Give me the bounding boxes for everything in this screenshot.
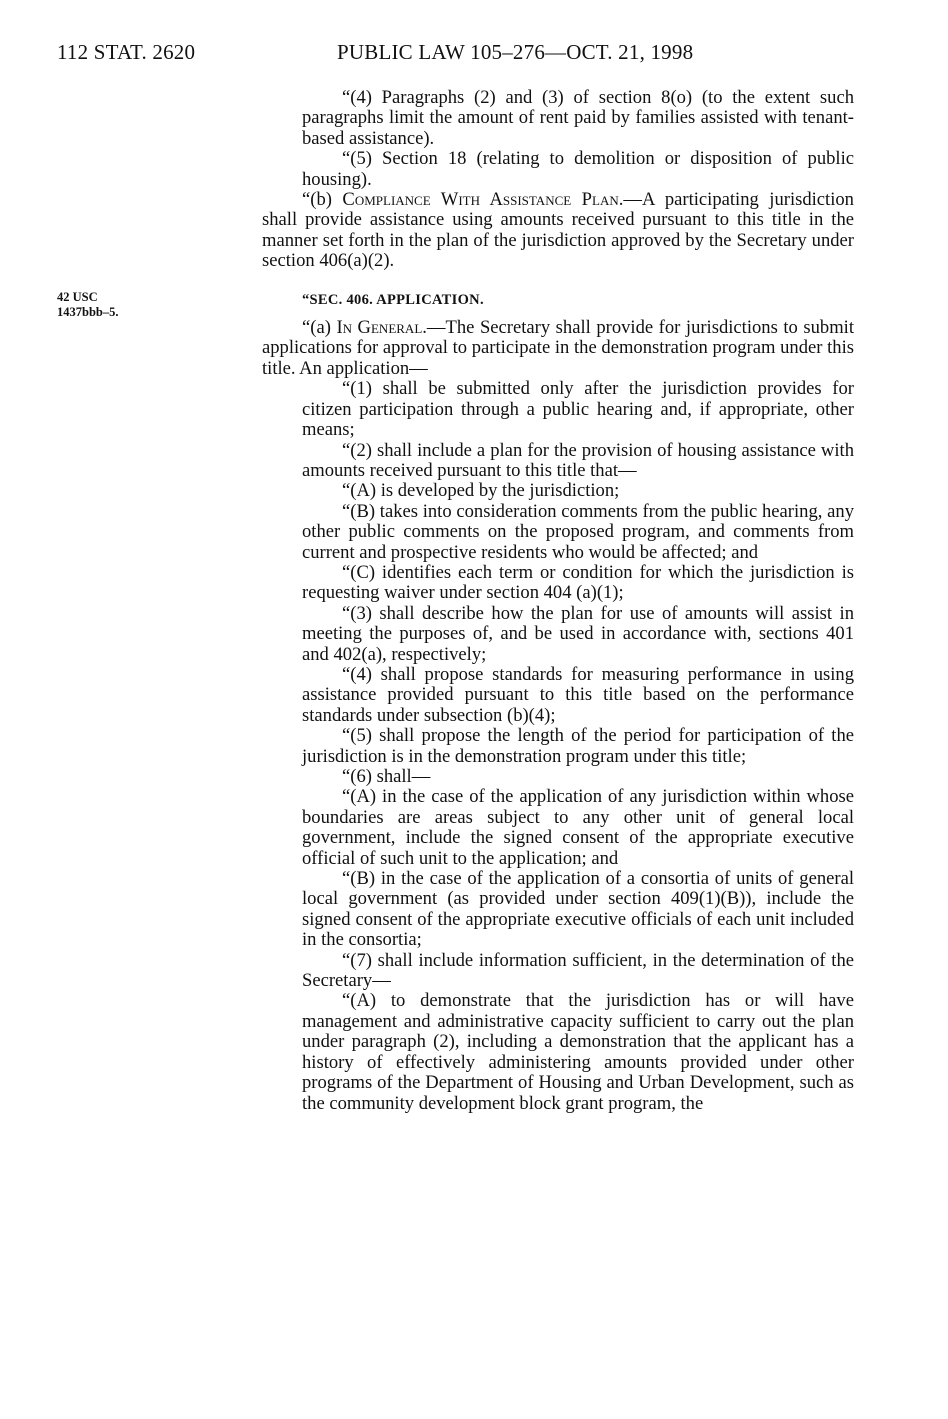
paragraph-a6A: “(A) in the case of the application of any jurisdiction within whose boundaries are areas subject to any other unit of general local government, include the signed consent of the appropriate executive official of such unit to the application; and <box>302 786 854 869</box>
paragraph-a7: “(7) shall include information sufficient, in the determination of the Secretary— <box>302 949 854 992</box>
paragraph-a3: “(3) shall describe how the plan for use of amounts will assist in meeting the purposes of, and be used in accordance with, sections 401 and 402(a), respectively; <box>302 602 854 665</box>
subsection-a-text: —The Secretary shall provide for jurisdictions to submit applications for approval to participate in the demonstration program under this title. An application— <box>262 317 854 379</box>
paragraph-a2B: “(B) takes into consideration comments from the public hearing, any other public comments on the proposed program, and comments from current and prospective residents who would be affected; and <box>302 500 854 563</box>
subsection-b <box>262 190 854 272</box>
paragraph-a1: “(1) shall be submitted only after the jurisdiction provides for citizen participation through a public hearing and, if appropriate, other means; <box>302 378 854 441</box>
paragraph-a2: “(2) shall include a plan for the provision of housing assistance with amounts received pursuant to this title that— <box>302 439 854 481</box>
subsection-b-text: —A participating jurisdiction shall provide assistance using amounts received pursuant to this title in the manner set forth in the plan of the jurisdiction approved by the Secretary under section 406(a)(2). <box>262 189 854 272</box>
paragraph-a2C: “(C) identifies each term or condition for which the jurisdiction is requesting waiver under section 404 (a)(1); <box>302 561 854 604</box>
subsection-a-prefix: “(a) <box>302 317 337 339</box>
usc-citation-note <box>57 290 118 320</box>
subsection-b-heading: Compliance With Assistance Plan. <box>342 189 624 211</box>
subsection-a <box>262 318 854 379</box>
paragraph-a2A <box>302 481 854 501</box>
paragraph-a7A: “(A) to demonstrate that the jurisdiction has or will have management and administrative capacity sufficient to carry out the plan under paragraph (2), including a demonstration that the applicant has a history of effectively administering amounts provided under other programs of the Department of Housing and Urban Development, such as the community development block grant program, the <box>302 990 854 1114</box>
law-title: PUBLIC LAW 105–276—OCT. 21, 1998 <box>337 40 694 64</box>
usc-citation-line2: 1437bbb–5. <box>57 305 119 319</box>
paragraph-a2A-text: “(A) is developed by the jurisdiction; <box>342 480 620 502</box>
paragraph-a6B: “(B) in the case of the application of a consortia of units of general local government (as provided under section 409(1)(B)), include the signed consent of the appropriate executive officials of each unit included in the consortia; <box>302 868 854 951</box>
paragraph-a5: “(5) shall propose the length of the period for participation of the jurisdiction is in the demonstration program under this title; <box>302 725 854 767</box>
document-body <box>262 88 854 1114</box>
paragraph-a6: “(6) shall— <box>342 766 431 787</box>
subsection-a-heading: In General. <box>336 317 427 339</box>
usc-citation-line1: 42 USC <box>57 290 98 304</box>
page-reference: 112 STAT. 2620 <box>57 40 196 64</box>
paragraph-5: “(5) Section 18 (relating to demolition or disposition of public housing). <box>302 148 854 190</box>
paragraph-a4: “(4) shall propose standards for measuring performance in using assistance provided pursuant to this title based on the performance standards under subsection (b)(4); <box>302 663 854 726</box>
subsection-b-prefix: “(b) <box>302 189 343 211</box>
section-406-heading: “SEC. 406. APPLICATION. <box>302 291 484 308</box>
paragraph-4: “(4) Paragraphs (2) and (3) of section 8(o) (to the extent such paragraphs limit the amount of rent paid by families assisted with tenant-based assistance). <box>302 87 854 149</box>
